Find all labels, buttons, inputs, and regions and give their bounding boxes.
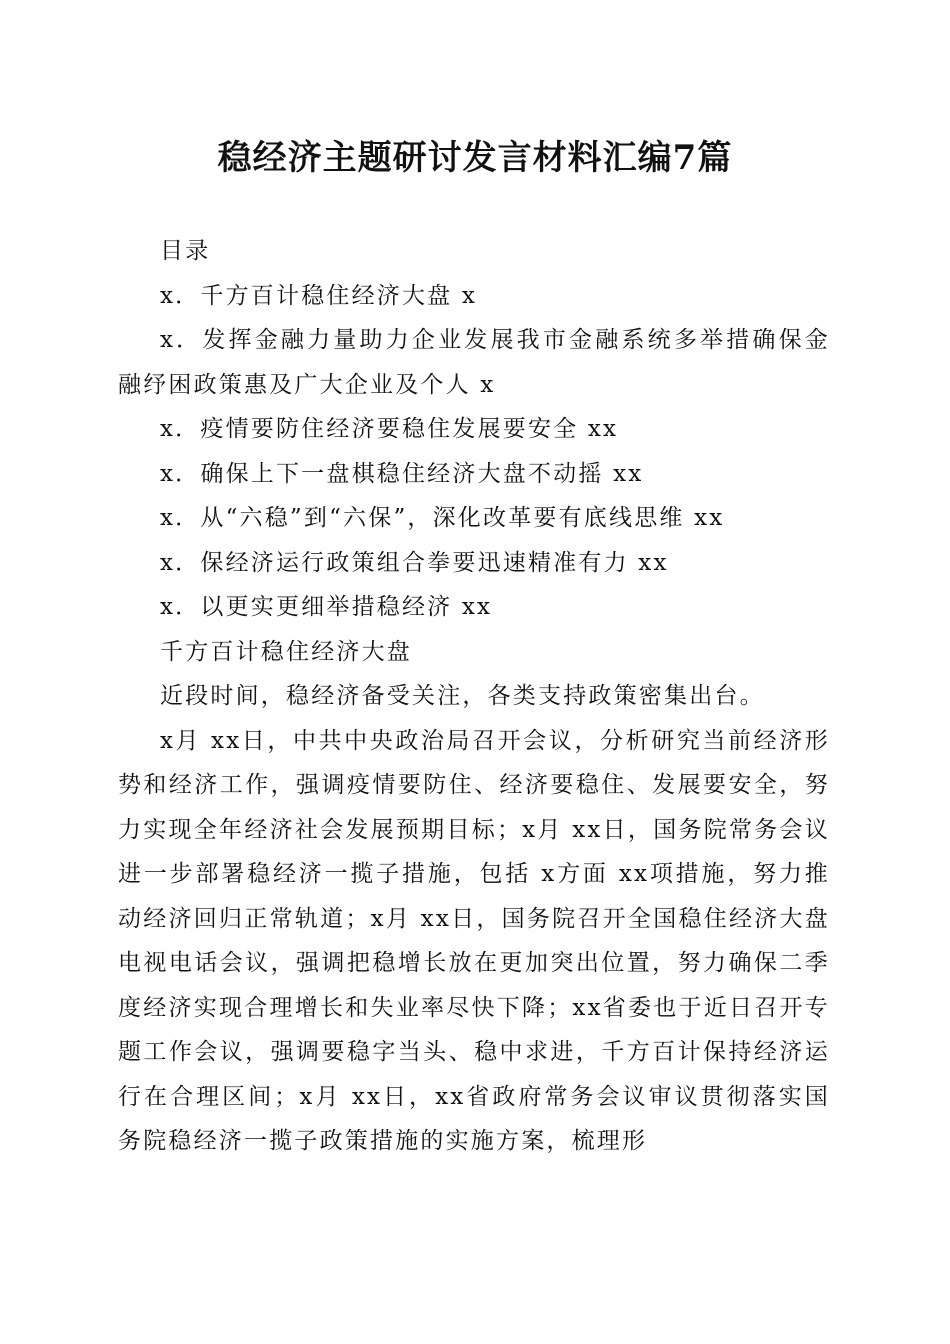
toc-item: x．以更实更细举措稳经济 xx [160,594,493,620]
article-heading: 千方百计稳住经济大盘 [160,638,412,665]
toc-item: x．从“六稳”到“六保”，深化改革要有底线思维 xx [160,505,725,531]
toc-item: x．确保上下一盘棋稳住经济大盘不动摇 xx [160,460,644,487]
toc-heading: 目录 [160,238,211,264]
toc-item: x．千方百计稳住经济大盘 x [160,282,478,309]
document-title: 稳经济主题研讨发言材料汇编7篇 [217,138,733,178]
document-body [118,229,830,1164]
article-paragraph: 近段时间，稳经济备受关注，各类支持政策密集出台。 [160,683,765,709]
toc-item: x．发挥金融力量助力企业发展我市金融系统多举措确保金融纾困政策惠及广大企业及个人 x [118,327,830,398]
article-paragraph: x月 xx日，中共中央政治局召开会议，分析研究当前经济形势和经济工作，强调疫情要防住、经济要稳住、发展要安全，努力实现全年经济社会发展预期目标；x月 xx日，国务院常务会议进一步部署稳经济一揽子措施，包括 x方面 xx项措施，努力推动经济回归正常轨道；x月 xx日，国务院召开全国稳住经济大盘电视电话会议，强调把稳增长放在更加突出位置，努力确保二季度经济实现合理增长和失业率尽快下降；xx省委也于近日召开专题工作会议，强调要稳字当头、稳中求进，千方百计保持经济运行在合理区间；x月 xx日，xx省政府常务会议审议贯彻落实国务院稳经济一揽子政策措施的实施方案，梳理形 [118,727,830,1154]
toc-item: x．疫情要防住经济要稳住发展要安全 xx [160,416,619,442]
toc-item: x．保经济运行政策组合拳要迅速精准有力 xx [160,549,669,576]
